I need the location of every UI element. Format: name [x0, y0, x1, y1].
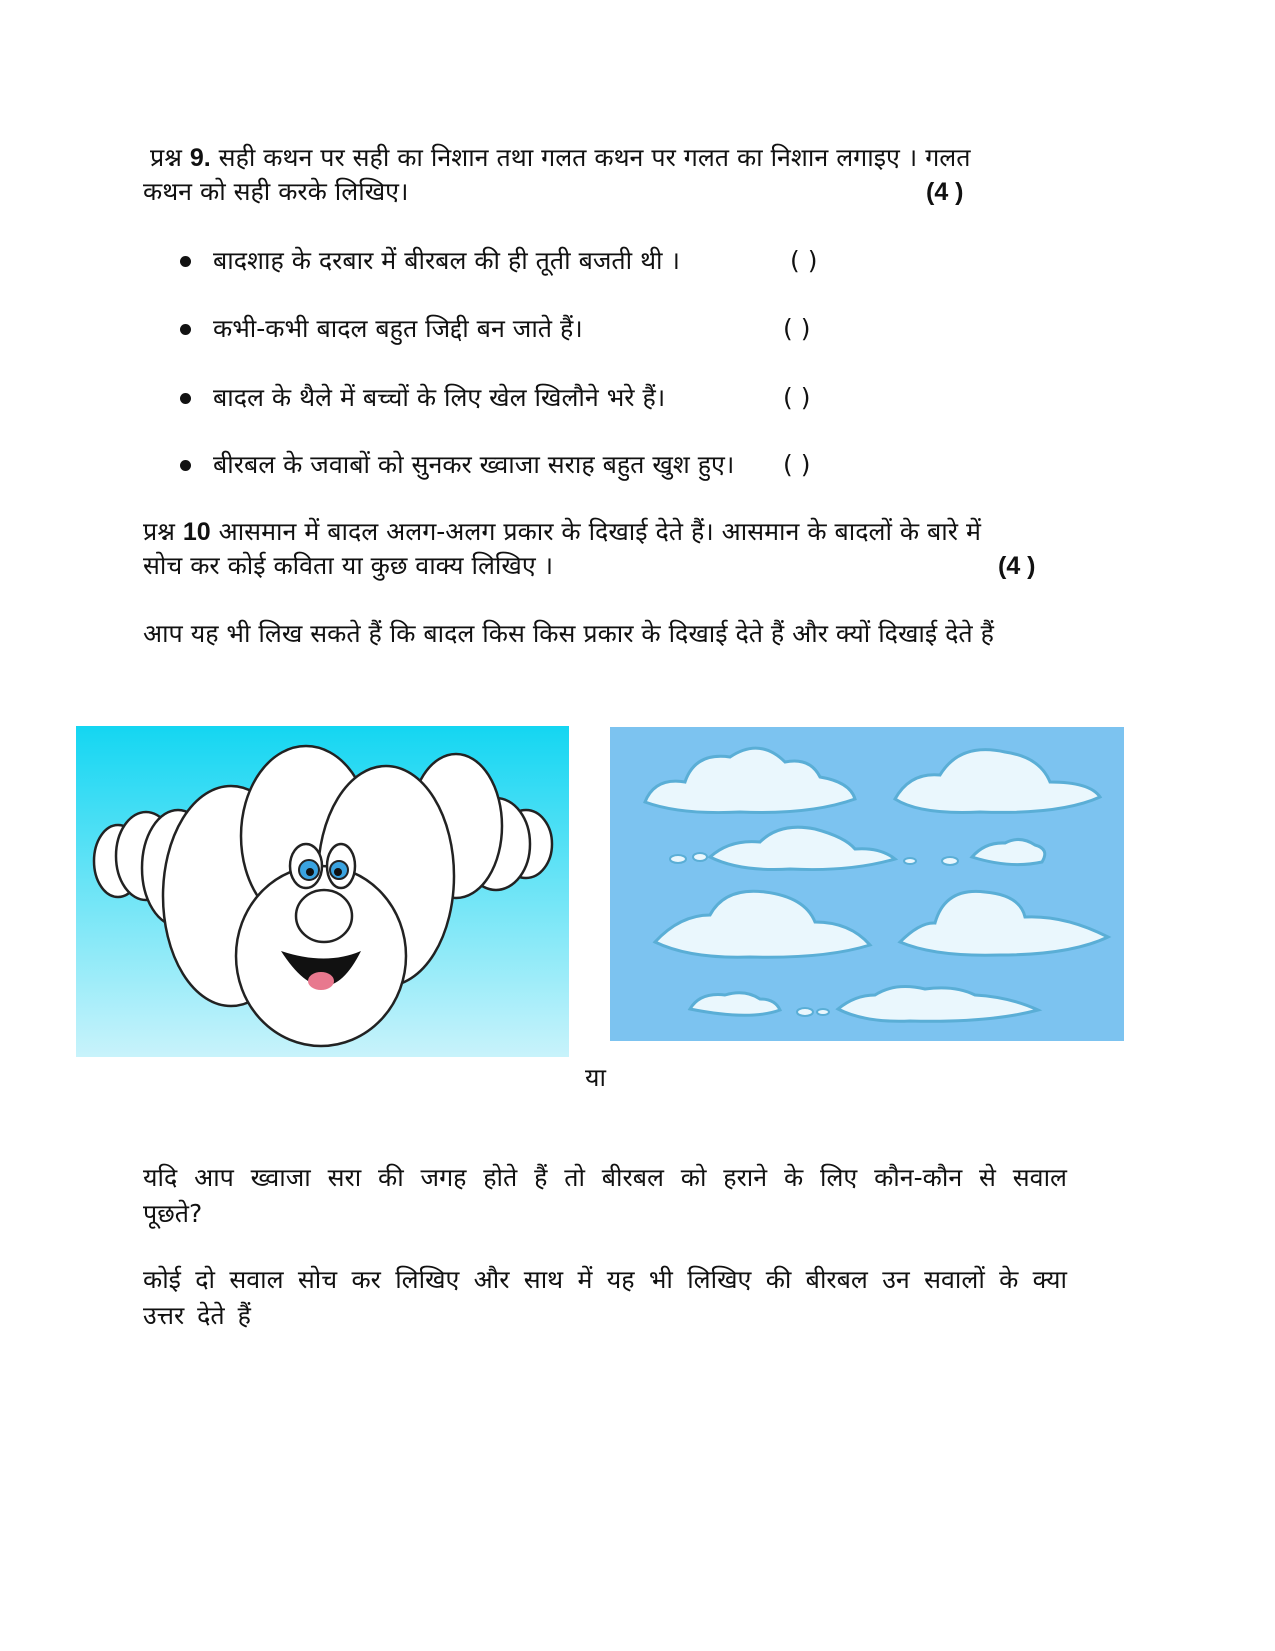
q9-statement-1: बादशाह के दरबार में बीरबल की ही तूती बजती थी । [213, 246, 680, 275]
bullet [180, 256, 191, 267]
bullet [180, 393, 191, 404]
q9-statement-2: कभी-कभी बादल बहुत जिद्दी बन जाते हैं। [213, 314, 583, 343]
answer-box-4[interactable]: ( ) [783, 450, 811, 479]
q10-instruction-1: आसमान में बादल अलग-अलग प्रकार के दिखाई देते हैं। आसमान के बादलों के बारे में [218, 517, 981, 546]
q9-instruction-1: सही कथन पर सही का निशान तथा गलत कथन पर गलत का निशान लगाइए । गलत [218, 143, 971, 172]
q10-hint: आप यह भी लिख सकते हैं कि बादल किस किस प्रकार के दिखाई देते हैं और क्यों दिखाई देते हैं [143, 619, 994, 648]
alt-question-paragraph-1: यदि आप ख्वाजा सरा की जगह होते हैं तो बीरबल को हराने के लिए कौन-कौन से सवाल पूछते? [143, 1163, 1067, 1228]
q9-statement-4: बीरबल के जवाबों को सुनकर ख्वाजा सराह बहुत खुश हुए। [213, 450, 735, 479]
sky-clouds-illustration [610, 727, 1124, 1041]
q10-marks: (4 ) [998, 552, 1036, 580]
q9-label: प्रश्न [150, 143, 182, 172]
q9-line-1 [150, 140, 970, 176]
smiling-cloud-illustration [76, 726, 569, 1057]
bullet [180, 324, 191, 335]
sky-clouds-image [610, 727, 1124, 1041]
bullet [180, 460, 191, 471]
answer-box-3[interactable]: ( ) [783, 383, 811, 412]
q9-instruction-2: कथन को सही करके लिखिए। [143, 177, 409, 206]
answer-box-2[interactable]: ( ) [783, 314, 811, 343]
q9-number: 9. [189, 144, 211, 172]
or-label: या [585, 1063, 606, 1092]
q10-instruction-2: सोच कर कोई कविता या कुछ वाक्य लिखिए । [143, 551, 554, 580]
q10-label: प्रश्न [143, 517, 175, 546]
alt-question-paragraph-2: कोई दो सवाल सोच कर लिखिए और साथ में यह भी लिखिए की बीरबल उन सवालों के क्या उत्तर देते हैं [143, 1265, 1067, 1330]
q9-statement-3: बादल के थैले में बच्चों के लिए खेल खिलौने भरे हैं। [213, 383, 666, 412]
q10-number: 10 [182, 518, 211, 546]
smiling-cloud-image [76, 726, 569, 1057]
q10-line-1 [143, 514, 981, 550]
q9-marks: (4 ) [926, 178, 964, 206]
answer-box-1[interactable]: ( ) [790, 246, 818, 275]
